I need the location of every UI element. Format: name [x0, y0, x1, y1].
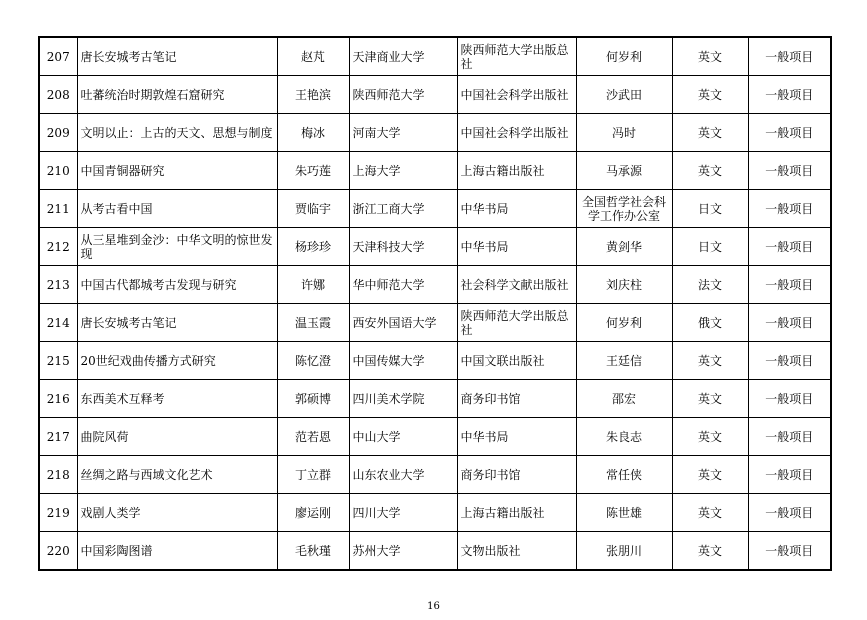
- original-author: 刘庆柱: [576, 266, 672, 304]
- row-number: 219: [39, 494, 77, 532]
- table-row: [39, 266, 831, 304]
- institution: 浙江工商大学: [349, 190, 457, 228]
- project-type: 一般项目: [748, 494, 831, 532]
- target-language: 日文: [672, 228, 748, 266]
- original-author: 王廷信: [576, 342, 672, 380]
- book-title: 中国彩陶图谱: [77, 532, 277, 571]
- table-row: [39, 304, 831, 342]
- target-language: 英文: [672, 152, 748, 190]
- book-title: 中国古代都城考古发现与研究: [77, 266, 277, 304]
- book-title: 戏剧人类学: [77, 494, 277, 532]
- target-language: 英文: [672, 532, 748, 571]
- row-number: 217: [39, 418, 77, 456]
- publisher: 商务印书馆: [457, 380, 576, 418]
- original-author: 张朋川: [576, 532, 672, 571]
- institution: 上海大学: [349, 152, 457, 190]
- target-language: 英文: [672, 456, 748, 494]
- target-language: 俄文: [672, 304, 748, 342]
- applicant-name: 郭硕博: [277, 380, 349, 418]
- row-number: 212: [39, 228, 77, 266]
- applicant-name: 梅冰: [277, 114, 349, 152]
- target-language: 英文: [672, 76, 748, 114]
- original-author: 朱良志: [576, 418, 672, 456]
- applicant-name: 许娜: [277, 266, 349, 304]
- project-type: 一般项目: [748, 37, 831, 76]
- row-number: 216: [39, 380, 77, 418]
- row-number: 210: [39, 152, 77, 190]
- applicant-name: 王艳滨: [277, 76, 349, 114]
- book-title: 中国青铜器研究: [77, 152, 277, 190]
- institution: 陕西师范大学: [349, 76, 457, 114]
- applicant-name: 朱巧莲: [277, 152, 349, 190]
- target-language: 英文: [672, 380, 748, 418]
- original-author: 邵宏: [576, 380, 672, 418]
- publisher: 陕西师范大学出版总社: [457, 304, 576, 342]
- book-title: 丝绸之路与西域文化艺术: [77, 456, 277, 494]
- book-title: 从考古看中国: [77, 190, 277, 228]
- publisher: 中华书局: [457, 228, 576, 266]
- institution: 四川美术学院: [349, 380, 457, 418]
- book-title: 唐长安城考古笔记: [77, 304, 277, 342]
- institution: 西安外国语大学: [349, 304, 457, 342]
- table-row: [39, 114, 831, 152]
- applicant-name: 赵芃: [277, 37, 349, 76]
- applicant-name: 廖运刚: [277, 494, 349, 532]
- institution: 山东农业大学: [349, 456, 457, 494]
- original-author: 马承源: [576, 152, 672, 190]
- publisher: 中国社会科学出版社: [457, 76, 576, 114]
- applicant-name: 丁立群: [277, 456, 349, 494]
- publisher: 陕西师范大学出版总社: [457, 37, 576, 76]
- row-number: 209: [39, 114, 77, 152]
- applicant-name: 范若恩: [277, 418, 349, 456]
- book-title: 东西美术互释考: [77, 380, 277, 418]
- applicant-name: 陈忆澄: [277, 342, 349, 380]
- row-number: 211: [39, 190, 77, 228]
- table-row: [39, 418, 831, 456]
- row-number: 218: [39, 456, 77, 494]
- publisher: 文物出版社: [457, 532, 576, 571]
- project-type: 一般项目: [748, 228, 831, 266]
- original-author: 全国哲学社会科学工作办公室: [576, 190, 672, 228]
- table-row: [39, 342, 831, 380]
- target-language: 英文: [672, 342, 748, 380]
- original-author: 陈世雄: [576, 494, 672, 532]
- institution: 中国传媒大学: [349, 342, 457, 380]
- publisher: 中华书局: [457, 190, 576, 228]
- project-table: [38, 36, 832, 571]
- project-type: 一般项目: [748, 456, 831, 494]
- target-language: 英文: [672, 37, 748, 76]
- institution: 河南大学: [349, 114, 457, 152]
- original-author: 常任侠: [576, 456, 672, 494]
- institution: 苏州大学: [349, 532, 457, 571]
- target-language: 英文: [672, 114, 748, 152]
- original-author: 沙武田: [576, 76, 672, 114]
- project-type: 一般项目: [748, 418, 831, 456]
- original-author: 何岁利: [576, 37, 672, 76]
- institution: 华中师范大学: [349, 266, 457, 304]
- publisher: 社会科学文献出版社: [457, 266, 576, 304]
- institution: 中山大学: [349, 418, 457, 456]
- target-language: 日文: [672, 190, 748, 228]
- row-number: 214: [39, 304, 77, 342]
- row-number: 208: [39, 76, 77, 114]
- target-language: 英文: [672, 494, 748, 532]
- table-row: [39, 380, 831, 418]
- original-author: 冯时: [576, 114, 672, 152]
- book-title: 曲院风荷: [77, 418, 277, 456]
- row-number: 213: [39, 266, 77, 304]
- institution: 四川大学: [349, 494, 457, 532]
- table-row: [39, 494, 831, 532]
- table-row: [39, 456, 831, 494]
- institution: 天津商业大学: [349, 37, 457, 76]
- book-title: 从三星堆到金沙：中华文明的惊世发现: [77, 228, 277, 266]
- row-number: 215: [39, 342, 77, 380]
- book-title: 20世纪戏曲传播方式研究: [77, 342, 277, 380]
- applicant-name: 杨珍珍: [277, 228, 349, 266]
- publisher: 中国社会科学出版社: [457, 114, 576, 152]
- project-type: 一般项目: [748, 114, 831, 152]
- table-row: [39, 190, 831, 228]
- publisher: 商务印书馆: [457, 456, 576, 494]
- original-author: 何岁利: [576, 304, 672, 342]
- target-language: 法文: [672, 266, 748, 304]
- original-author: 黄剑华: [576, 228, 672, 266]
- project-type: 一般项目: [748, 76, 831, 114]
- book-title: 吐蕃统治时期敦煌石窟研究: [77, 76, 277, 114]
- institution: 天津科技大学: [349, 228, 457, 266]
- row-number: 207: [39, 37, 77, 76]
- applicant-name: 温玉霞: [277, 304, 349, 342]
- table-row: [39, 37, 831, 76]
- project-type: 一般项目: [748, 342, 831, 380]
- project-type: 一般项目: [748, 266, 831, 304]
- table-row: [39, 152, 831, 190]
- project-type: 一般项目: [748, 152, 831, 190]
- publisher: 上海古籍出版社: [457, 494, 576, 532]
- publisher: 上海古籍出版社: [457, 152, 576, 190]
- applicant-name: 毛秋瑾: [277, 532, 349, 571]
- project-type: 一般项目: [748, 532, 831, 571]
- target-language: 英文: [672, 418, 748, 456]
- table-row: [39, 228, 831, 266]
- publisher: 中华书局: [457, 418, 576, 456]
- table-row: [39, 532, 831, 571]
- page-number: 16: [427, 601, 440, 612]
- applicant-name: 贾临宇: [277, 190, 349, 228]
- row-number: 220: [39, 532, 77, 571]
- publisher: 中国文联出版社: [457, 342, 576, 380]
- book-title: 唐长安城考古笔记: [77, 37, 277, 76]
- book-title: 文明以止：上古的天文、思想与制度: [77, 114, 277, 152]
- table-row: [39, 76, 831, 114]
- project-type: 一般项目: [748, 380, 831, 418]
- project-type: 一般项目: [748, 304, 831, 342]
- project-type: 一般项目: [748, 190, 831, 228]
